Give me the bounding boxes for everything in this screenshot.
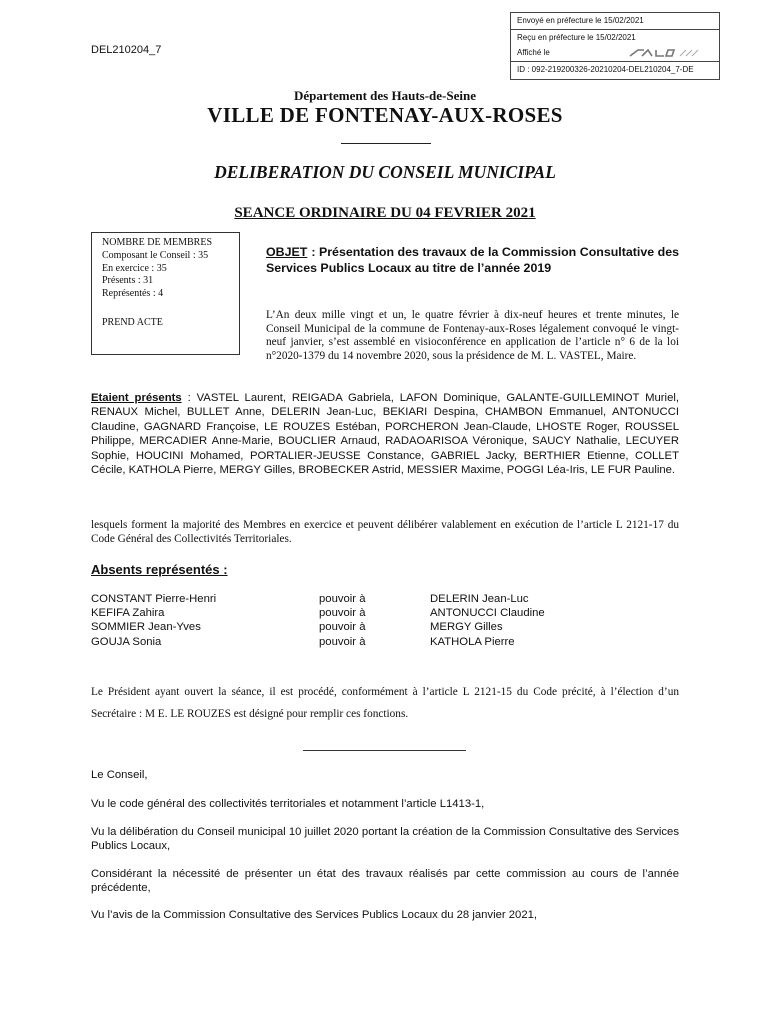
absents-table — [91, 592, 679, 649]
president-paragraph: Le Président ayant ouvert la séance, il est procédé, conformément à l’article L 2121-15 du Code précité, à l’élection d’un Secrétaire : M E. LE ROUZES est désigné pour remplir ces fonctions. — [91, 686, 679, 720]
vu-paragraph: Considérant la nécessité de présenter un état des travaux réalisés par cette commission au cours de l’année précédente, — [91, 868, 679, 895]
stamp-envoye: Envoyé en préfecture le 15/02/2021 — [517, 16, 644, 25]
members-presents: Présents : 31 — [102, 275, 154, 287]
absent-pouvoir: pouvoir à — [319, 593, 366, 605]
majorite-paragraph: lesquels forment la majorité des Membres en exercice et peuvent délibérer valablement en exécution de l’article L 2121-17 du Code Général des Collectivités Territoriales. — [91, 519, 679, 546]
members-exercice: En exercice : 35 — [102, 262, 167, 274]
vu-paragraph: Vu l’avis de la Commission Consultative des Services Publics Locaux du 28 janvier 2021, — [91, 909, 538, 921]
absent-row — [91, 606, 679, 620]
objet-block — [266, 244, 679, 276]
conseil-line: Le Conseil, — [91, 769, 148, 781]
absent-pouvoir: pouvoir à — [319, 621, 366, 634]
members-title: NOMBRE DE MEMBRES — [102, 237, 213, 248]
presents-paragraph — [91, 391, 679, 477]
absent-proxy: MERGY Gilles — [430, 621, 503, 634]
deliberation-heading: DELIBERATION DU CONSEIL MUNICIPAL — [214, 162, 556, 182]
prefecture-stamp — [510, 12, 720, 80]
objet-text: : Présentation des travaux de la Commission Consultative des Services Publics Locaux au titre de l’année 2019 — [266, 245, 679, 275]
absent-name: CONSTANT Pierre-Henri — [91, 593, 217, 605]
stamp-affiche-row — [511, 45, 719, 61]
absent-name: SOMMIER Jean-Yves — [91, 621, 201, 634]
vu-paragraph: Vu la délibération du Conseil municipal 10 juillet 2020 portant la création de la Commission Consultative des Services Publics Locaux, — [91, 826, 679, 853]
members-representes: Représentés : 4 — [102, 288, 164, 300]
city-title: VILLE DE FONTENAY-AUX-ROSES — [207, 103, 563, 127]
stamp-affiche: Affiché le — [517, 48, 550, 57]
section-divider — [303, 750, 466, 751]
vu-paragraph: Vu le code général des collectivités territoriales et notamment l’article L1413-1, — [91, 798, 485, 810]
title-divider — [341, 143, 431, 144]
deliberation-reference: DEL210204_7 — [91, 44, 162, 56]
absent-pouvoir: pouvoir à — [319, 607, 366, 620]
absent-proxy: KATHOLA Pierre — [430, 635, 515, 648]
absent-proxy: ANTONUCCI Claudine — [430, 607, 545, 620]
stamp-recu: Reçu en préfecture le 15/02/2021 — [511, 29, 719, 46]
absents-title: Absents représentés : — [91, 562, 228, 577]
members-decision: PREND ACTE — [102, 316, 163, 328]
absent-name: KEFIFA Zahira — [91, 607, 165, 620]
absent-row — [91, 620, 679, 634]
departement-heading: Département des Hauts-de-Seine — [294, 88, 476, 103]
members-box — [91, 232, 240, 355]
presents-names: : VASTEL Laurent, REIGADA Gabriela, LAFON Dominique, GALANTE-GUILLEMINOT Muriel, RENAUX Michel, BULLET Anne, DELERIN Jean-Luc, BEKIARI Despina, CHAMBON Emmanuel, ANTONUCCI Claudine, GAGNARD Françoise, LE ROUZES Estéban, PORCHERON Jean-Claude, LHOSTE Roger, ROUSSEL Philippe, MERCADIER Anne-Marie, BOUCLIER Arnaud, RADAOARISOA Véronique, SAUCY Nathalie, LECUYER Sophie, HOUCINI Mohamed, PORTALIER-JEUSSE Constance, GABRIEL Jacky, BERTHIER Etienne, COLLET Cécile, KATHOLA Pierre, MERGY Gilles, BROBECKER Astrid, MESSIER Maxime, POGGI Léa-Iris, LE FUR Pauline. — [91, 392, 679, 477]
intro-paragraph: L’An deux mille vingt et un, le quatre février à dix-neuf heures et trente minutes, le Conseil Municipal de la commune de Fontenay-aux-Roses légalement convoqué le vingt-neuf janvier, s’est assemblé en visioconférence en application de l’article n° 6 de la loi n°2020-1379 du 14 novembre 2020, sous la présidence de M. L. VASTEL, Maire. — [266, 309, 679, 362]
absent-name: GOUJA Sonia — [91, 635, 162, 648]
stamp-id: ID : 092-219200326-20210204-DEL210204_7-DE — [511, 61, 719, 78]
absent-row — [91, 635, 679, 649]
presents-label: Etaient présents — [91, 392, 182, 404]
absent-row — [91, 592, 679, 606]
objet-label: OBJET — [266, 245, 308, 259]
members-composant: Composant le Conseil : 35 — [102, 249, 209, 261]
slo-signature-logo — [628, 48, 700, 58]
absent-proxy: DELERIN Jean-Luc — [430, 593, 529, 605]
seance-heading: SEANCE ORDINAIRE DU 04 FEVRIER 2021 — [234, 205, 536, 221]
absent-pouvoir: pouvoir à — [319, 635, 366, 648]
